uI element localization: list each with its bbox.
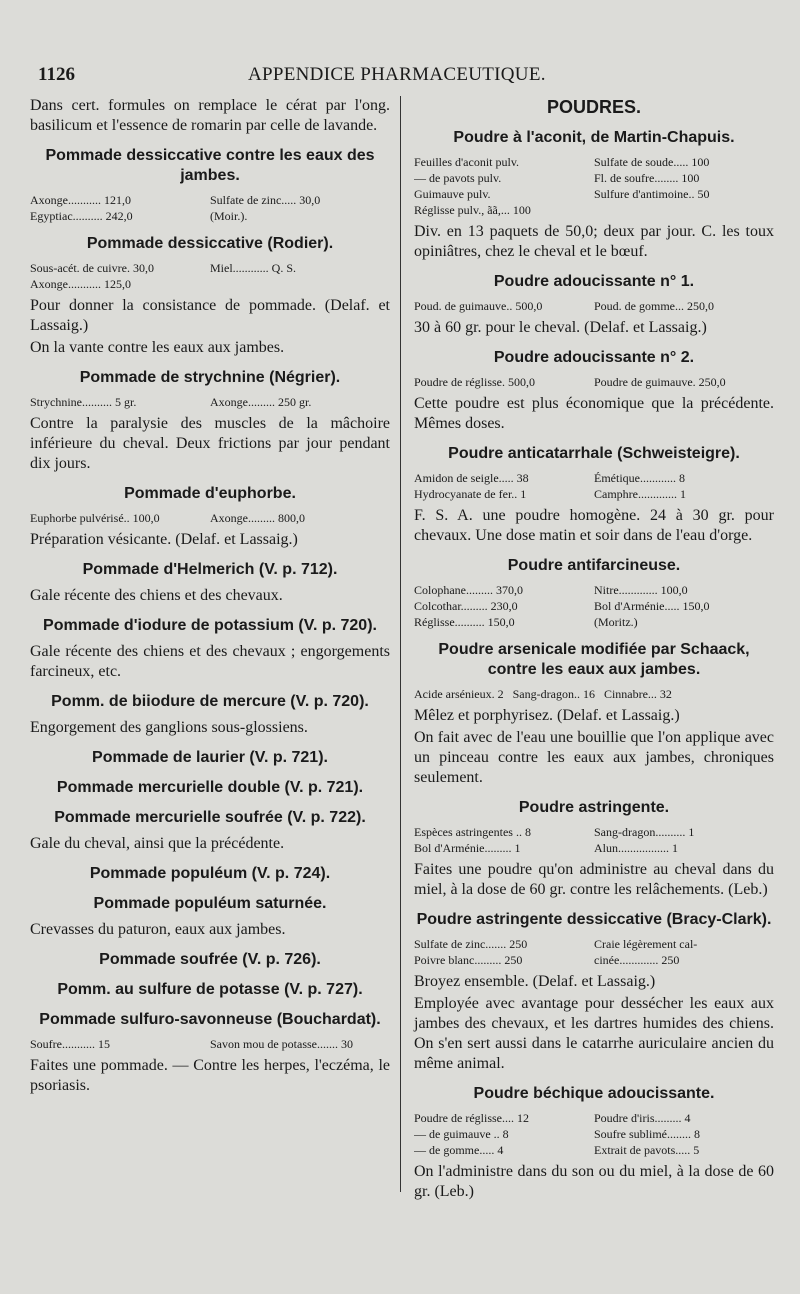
formula-table bbox=[30, 394, 390, 410]
formula-table bbox=[414, 374, 774, 390]
body-paragraph: F. S. A. une poudre homogène. 24 à 30 gr. pour chevaux. Une dose matin et soir dans de l'eau d'orge. bbox=[414, 507, 774, 544]
section-title: Pommade sulfuro-savonneuse (Bouchardat). bbox=[39, 1011, 381, 1028]
body-paragraph: Engorgement des ganglions sous-glossiens. bbox=[30, 719, 308, 736]
body-paragraph: Pour donner la consistance de pommade. (Delaf. et Lassaig.) bbox=[30, 297, 390, 334]
formula-table bbox=[414, 686, 774, 702]
formula-cell: (Moritz.) bbox=[594, 615, 638, 629]
section-title: Poudre adoucissante n° 1. bbox=[493, 273, 695, 290]
formula-table bbox=[414, 154, 774, 218]
section-title: Poudre béchique adoucissante. bbox=[473, 1085, 715, 1102]
page-number: 1126 bbox=[38, 64, 75, 85]
body-paragraph: Mêlez et porphyrisez. (Delaf. et Lassaig.) bbox=[414, 707, 680, 724]
formula-cell: Poudre de guimauve. 250,0 bbox=[594, 375, 726, 389]
formula-cell: Acide arsénieux. 2 Sang-dragon.. 16 Cinnabre... 32 bbox=[414, 687, 672, 701]
formula-cell: Extrait de pavots..... 5 bbox=[594, 1143, 700, 1157]
formula-cell: Émétique............ 8 bbox=[594, 471, 685, 485]
section-title: Poudre adoucissante n° 2. bbox=[493, 349, 695, 366]
section-title: Pommade de strychnine (Négrier). bbox=[79, 369, 341, 386]
formula-cell: Sulfate de zinc....... 250 bbox=[414, 937, 528, 951]
formula-cell: — de guimauve .. 8 bbox=[414, 1127, 509, 1141]
body-paragraph: Faites une pommade. — Contre les herpes, l'eczéma, le psoriasis. bbox=[30, 1057, 390, 1094]
formula-cell: Alun................. 1 bbox=[594, 841, 678, 855]
body-paragraph: Faites une poudre qu'on administre au cheval dans du miel, à la dose de 60 gr. contre les relâchements. (Leb.) bbox=[414, 861, 774, 898]
body-paragraph: On la vante contre les eaux aux jambes. bbox=[30, 339, 285, 356]
formula-cell: Axonge......... 250 gr. bbox=[210, 395, 312, 409]
formula-table bbox=[414, 298, 774, 314]
body-paragraph: On fait avec de l'eau une bouillie que l'on applique avec un pinceau contre les eaux aux jambes, chroniques seulement. bbox=[414, 729, 774, 786]
section-title: Poudre arsenicale modifiée par Schaack, contre les eaux aux jambes. bbox=[438, 641, 750, 678]
column-divider bbox=[400, 96, 401, 1192]
formula-table bbox=[30, 1036, 390, 1052]
section-title: Poudre astringente dessiccative (Bracy-Clark). bbox=[416, 911, 772, 928]
formula-cell: Colophane......... 370,0 bbox=[414, 583, 523, 597]
section-title: Pommade soufrée (V. p. 726). bbox=[99, 951, 321, 968]
formula-cell: Miel............ Q. S. bbox=[210, 261, 297, 275]
formula-cell: Réglisse.......... 150,0 bbox=[414, 615, 515, 629]
body-paragraph: Préparation vésicante. (Delaf. et Lassaig.) bbox=[30, 531, 298, 548]
formula-cell: Espèces astringentes .. 8 bbox=[414, 825, 531, 839]
section-title: Poudre antifarcineuse. bbox=[507, 557, 681, 574]
body-paragraph: Gale récente des chiens et des chevaux ; engorgements farcineux, etc. bbox=[30, 643, 390, 680]
body-paragraph: Contre la paralysie des muscles de la mâchoire inférieure du cheval. Deux frictions par jour pendant dix jours. bbox=[30, 415, 390, 472]
formula-cell: Poudre d'iris......... 4 bbox=[594, 1111, 691, 1125]
section-title: Pommade mercurielle soufrée (V. p. 722). bbox=[54, 809, 366, 826]
left-column bbox=[30, 96, 390, 1098]
formula-cell: Savon mou de potasse....... 30 bbox=[210, 1037, 353, 1051]
formula-table bbox=[414, 582, 774, 630]
formula-cell: Poudre de réglisse.... 12 bbox=[414, 1111, 529, 1125]
formula-table bbox=[30, 510, 390, 526]
body-paragraph: Gale du cheval, ainsi que la précédente. bbox=[30, 835, 285, 852]
section-title: Pommade d'Helmerich (V. p. 712). bbox=[82, 561, 338, 578]
formula-cell: Sulfate de soude..... 100 bbox=[594, 155, 710, 169]
formula-cell: Réglisse pulv., ãã,... 100 bbox=[414, 203, 531, 217]
formula-cell: Guimauve pulv. bbox=[414, 187, 491, 201]
formula-table bbox=[414, 1110, 774, 1158]
formula-cell: Bol d'Arménie......... 1 bbox=[414, 841, 521, 855]
formula-cell: Bol d'Arménie..... 150,0 bbox=[594, 599, 710, 613]
formula-cell: Euphorbe pulvérisé.. 100,0 bbox=[30, 511, 160, 525]
formula-cell: Amidon de seigle..... 38 bbox=[414, 471, 529, 485]
body-paragraph: Div. en 13 paquets de 50,0; deux par jour. C. les toux opiniâtres, chez le cheval et le bœuf. bbox=[414, 223, 774, 260]
body-paragraph: Employée avec avantage pour dessécher les eaux aux jambes des chevaux, et les dartres humides des chiens. On s'en sert aussi dans le catarrhe auriculaire ancien du même animal. bbox=[414, 995, 774, 1072]
formula-cell: Nitre............. 100,0 bbox=[594, 583, 688, 597]
formula-cell: Camphre............. 1 bbox=[594, 487, 686, 501]
body-paragraph: Crevasses du paturon, eaux aux jambes. bbox=[30, 921, 286, 938]
formula-cell: Axonge........... 125,0 bbox=[30, 277, 131, 291]
formula-cell: Egyptiac.......... 242,0 bbox=[30, 209, 133, 223]
section-title: Pommade populéum saturnée. bbox=[93, 895, 327, 912]
formula-cell: Poudre de réglisse. 500,0 bbox=[414, 375, 535, 389]
formula-cell: Hydrocyanate de fer.. 1 bbox=[414, 487, 527, 501]
formula-table bbox=[414, 824, 774, 856]
section-title: Poudre astringente. bbox=[518, 799, 670, 816]
formula-cell: — de gomme..... 4 bbox=[414, 1143, 504, 1157]
body-paragraph: Cette poudre est plus économique que la précédente. Mêmes doses. bbox=[414, 395, 774, 432]
section-title: Pommade d'iodure de potassium (V. p. 720). bbox=[43, 617, 377, 634]
section-title: Pommade dessiccative (Rodier). bbox=[86, 235, 334, 252]
formula-cell: Soufre........... 15 bbox=[30, 1037, 110, 1051]
column-heading: POUDRES. bbox=[546, 97, 642, 117]
formula-cell: Axonge........... 121,0 bbox=[30, 193, 131, 207]
section-title: Poudre anticatarrhale (Schweisteigre). bbox=[448, 445, 740, 462]
formula-cell: Axonge......... 800,0 bbox=[210, 511, 305, 525]
body-paragraph: 30 à 60 gr. pour le cheval. (Delaf. et Lassaig.) bbox=[414, 319, 707, 336]
body-paragraph: On l'administre dans du son ou du miel, à la dose de 60 gr. (Leb.) bbox=[414, 1163, 774, 1200]
page-header bbox=[0, 58, 800, 88]
formula-cell: Feuilles d'aconit pulv. bbox=[414, 155, 520, 169]
formula-cell: — de pavots pulv. bbox=[414, 171, 502, 185]
section-title: Pomm. au sulfure de potasse (V. p. 727). bbox=[57, 981, 363, 998]
section-title: Pommade mercurielle double (V. p. 721). bbox=[56, 779, 364, 796]
formula-cell bbox=[210, 276, 390, 292]
formula-table bbox=[30, 260, 390, 292]
body-paragraph: Broyez ensemble. (Delaf. et Lassaig.) bbox=[414, 973, 656, 990]
formula-cell: Sang-dragon.......... 1 bbox=[594, 825, 695, 839]
section-title: Pommade d'euphorbe. bbox=[124, 485, 296, 502]
section-title: Pomm. de biiodure de mercure (V. p. 720). bbox=[51, 693, 369, 710]
formula-cell: Poivre blanc......... 250 bbox=[414, 953, 523, 967]
section-title: Pommade dessiccative contre les eaux des jambes. bbox=[45, 147, 375, 184]
formula-cell: Colcothar......... 230,0 bbox=[414, 599, 518, 613]
running-title: APPENDICE PHARMACEUTIQUE. bbox=[248, 64, 546, 85]
body-paragraph: Dans cert. formules on remplace le cérat par l'ong. basilicum et l'essence de romarin par celle de lavande. bbox=[30, 97, 390, 134]
section-title: Pommade populéum (V. p. 724). bbox=[89, 865, 331, 882]
body-paragraph: Gale récente des chiens et des chevaux. bbox=[30, 587, 283, 604]
formula-cell: Sous-acét. de cuivre. 30,0 bbox=[30, 261, 154, 275]
right-column bbox=[414, 96, 774, 1204]
formula-table bbox=[414, 936, 774, 968]
formula-cell: Soufre sublimé........ 8 bbox=[594, 1127, 700, 1141]
formula-cell: (Moir.). bbox=[210, 209, 248, 223]
formula-table bbox=[30, 192, 390, 224]
formula-cell: Craie légèrement cal- bbox=[594, 937, 698, 951]
formula-cell: cinée............. 250 bbox=[594, 953, 680, 967]
formula-cell bbox=[594, 202, 774, 218]
section-title: Pommade de laurier (V. p. 721). bbox=[92, 749, 328, 766]
formula-table bbox=[414, 470, 774, 502]
formula-cell: Poud. de guimauve.. 500,0 bbox=[414, 299, 543, 313]
formula-cell: Poud. de gomme... 250,0 bbox=[594, 299, 714, 313]
section-title: Poudre à l'aconit, de Martin-Chapuis. bbox=[453, 129, 735, 146]
formula-cell: Sulfure d'antimoine.. 50 bbox=[594, 187, 710, 201]
formula-cell: Fl. de soufre........ 100 bbox=[594, 171, 700, 185]
formula-cell: Sulfate de zinc..... 30,0 bbox=[210, 193, 321, 207]
formula-cell: Strychnine.......... 5 gr. bbox=[30, 395, 137, 409]
